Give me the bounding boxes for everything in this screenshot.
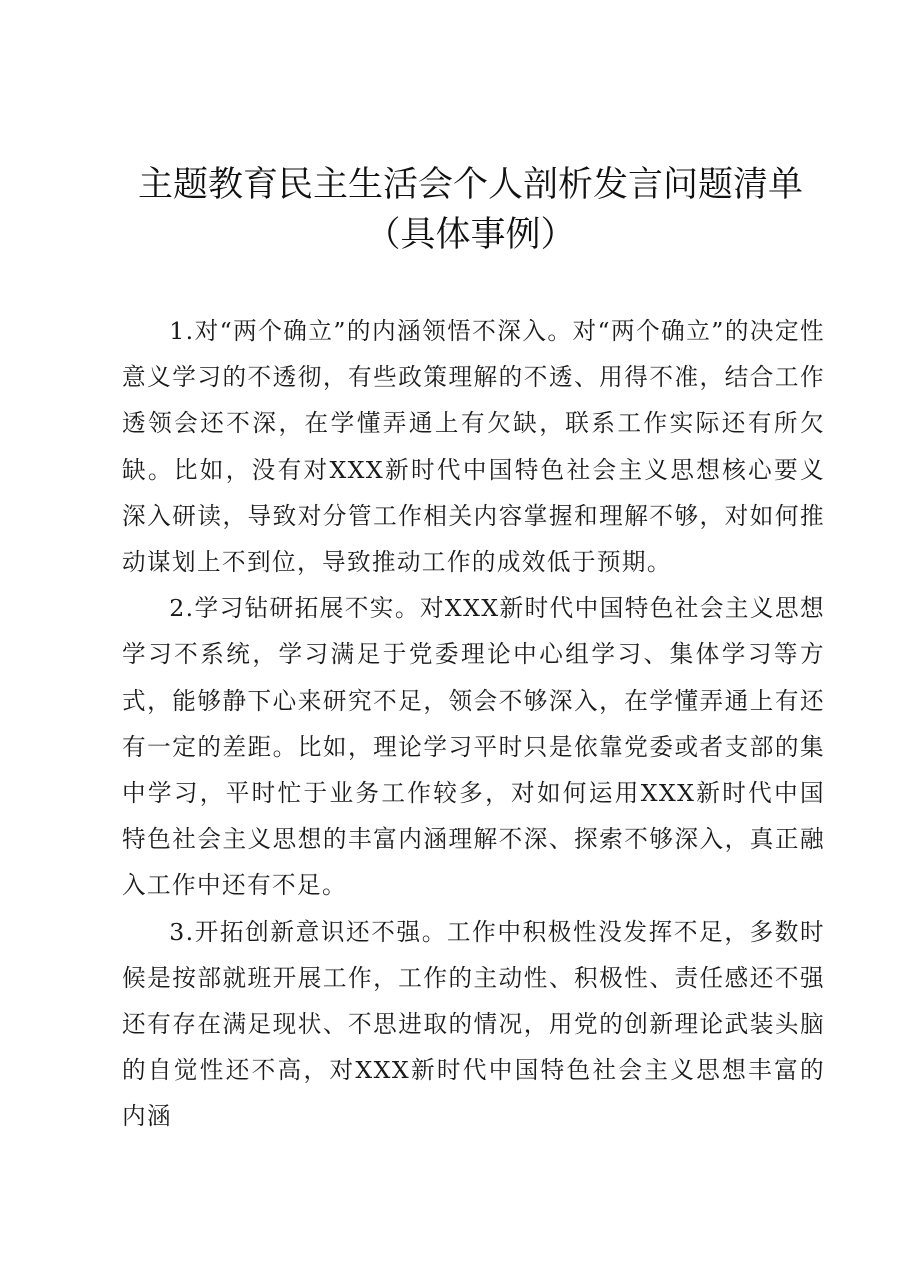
document-body bbox=[122, 308, 825, 1140]
document-title: 主题教育民主生活会个人剖析发言问题清单（具体事例） bbox=[137, 165, 803, 255]
paragraph-3: 3.开拓创新意识还不强。工作中积极性没发挥不足，多数时候是按部就班开展工作，工作的主动性、积极性、责任感还不强还有存在满足现状、不思进取的情况，用党的创新理论武装头脑的自觉性还不高，对XXX新时代中国特色社会主义思想丰富的内涵 bbox=[122, 917, 825, 1131]
paragraph-2: 2.学习钻研拓展不实。对XXX新时代中国特色社会主义思想学习不系统，学习满足于党委理论中心组学习、集体学习等方式，能够静下心来研究不足，领会不够深入，在学懂弄通上有还有一定的差距。比如，理论学习平时只是依靠党委或者支部的集中学习，平时忙于业务工作较多，对如何运用XXX新时代中国特色社会主义思想的丰富内涵理解不深、探索不够深入，真正融入工作中还有不足。 bbox=[122, 594, 825, 900]
paragraph-1: 1.对“两个确立”的内涵领悟不深入。对“两个确立”的决定性意义学习的不透彻，有些政策理解的不透、用得不准，结合工作透领会还不深，在学懂弄通上有欠缺，联系工作实际还有所欠缺。比如，没有对XXX新时代中国特色社会主义思想核心要义深入研读，导致对分管工作相关内容掌握和理解不够，对如何推动谋划上不到位，导致推动工作的成效低于预期。 bbox=[122, 317, 825, 577]
